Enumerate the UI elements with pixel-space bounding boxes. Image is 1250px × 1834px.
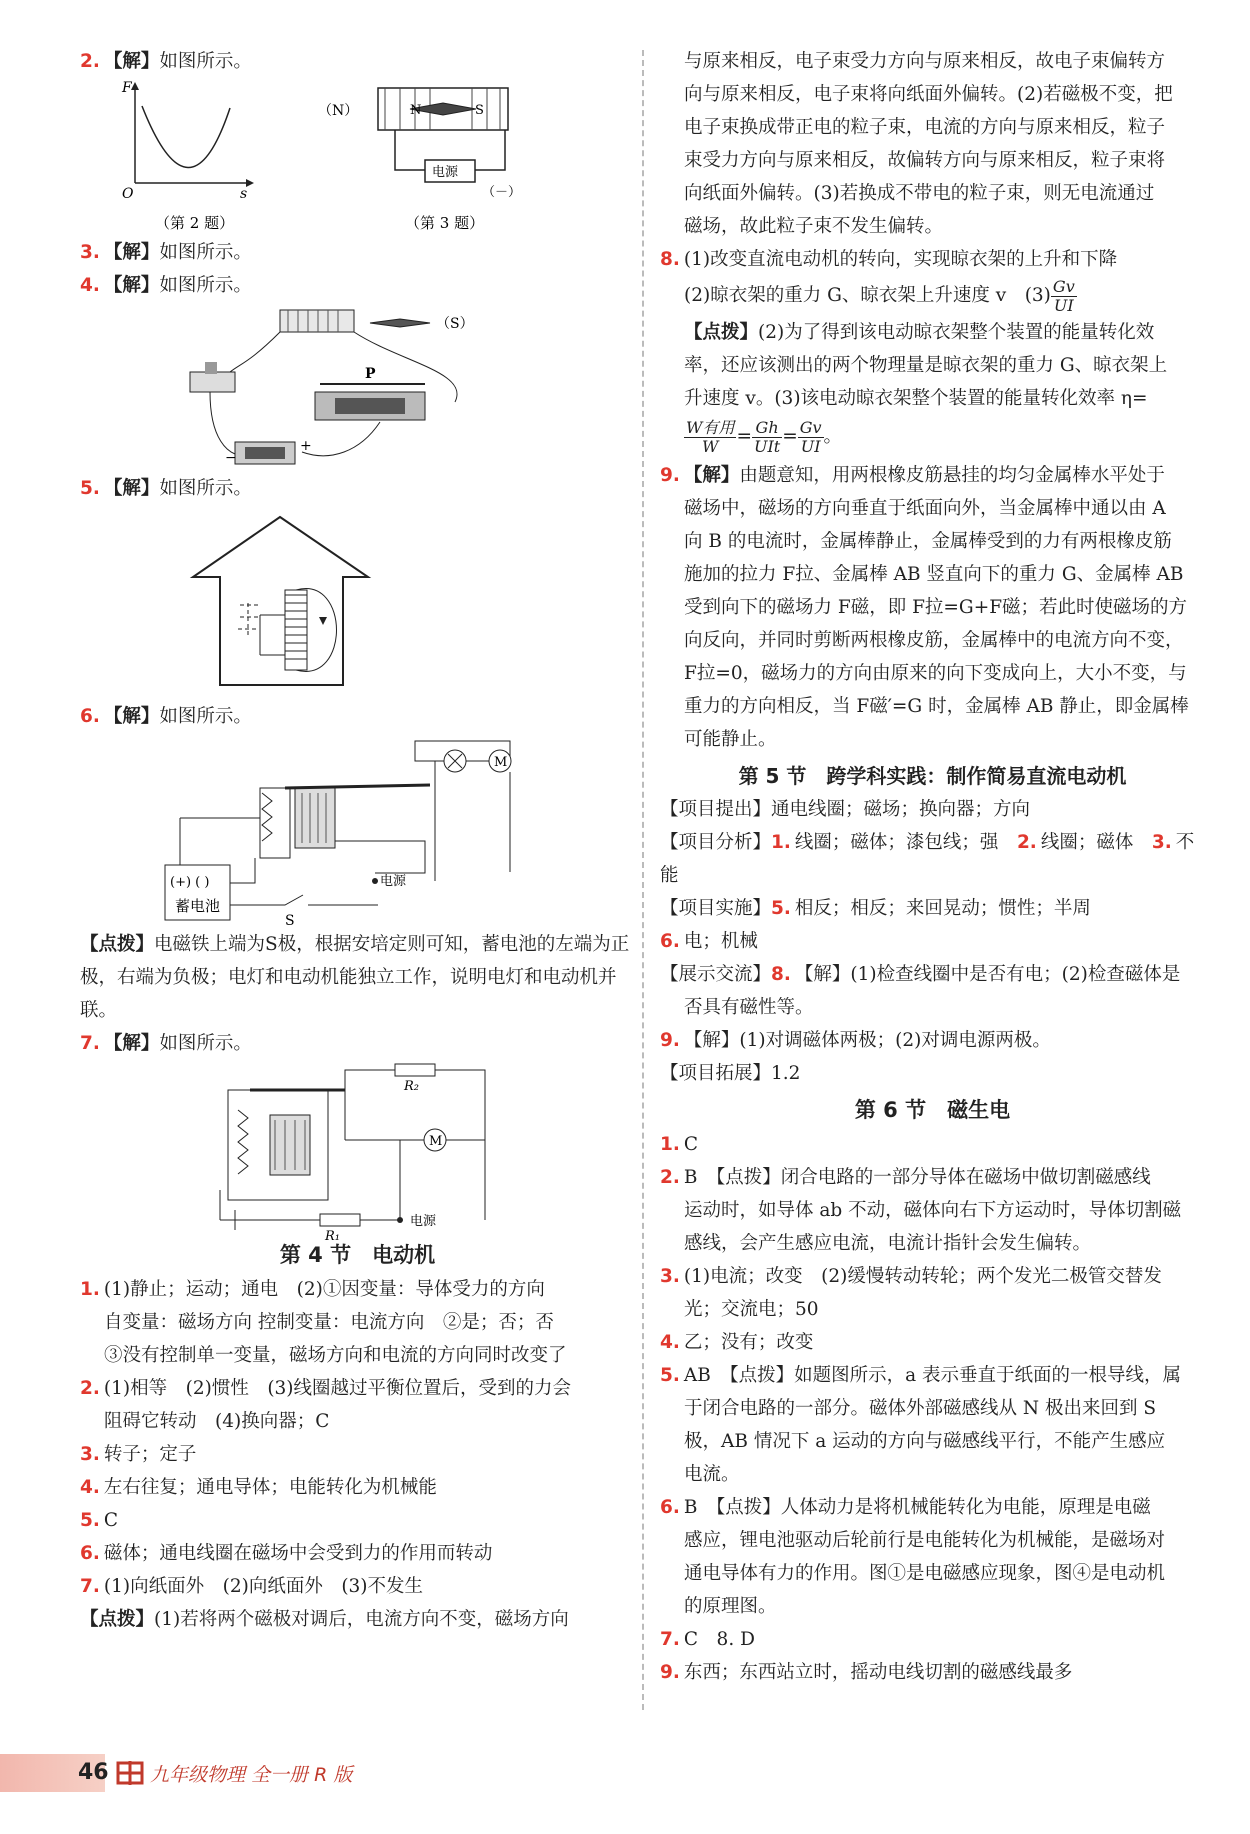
tip6-text: 【点拨】电磁铁上端为S极，根据安培定则可知，蓄电池的左端为正极，右端为负极；电灯和电动机能独立工作，说明电灯和电动机并联。 [80, 934, 630, 1021]
answer-text: 线圈；磁体；漆包线；强 [794, 832, 1017, 853]
answer-text: 向 B 的电流时，金属棒静止，金属棒受到的力有两根橡皮筋 [684, 531, 1172, 552]
answer-number: 6. [660, 1497, 680, 1518]
svg-text:电源: 电源 [410, 1214, 437, 1229]
answer-text: C [103, 1510, 119, 1531]
svg-text:−: − [225, 450, 237, 466]
figure-6 [80, 733, 635, 928]
answer-text: 可能静止。 [684, 729, 777, 750]
book-title: 九年级物理 全一册 R 版 [150, 1764, 353, 1786]
answer-text: 磁体；通电线圈在磁场中会受到力的作用而转动 [103, 1543, 493, 1564]
s5-line [660, 826, 1205, 892]
s6-answer-line [660, 1491, 1205, 1524]
answer-text: (1)向纸面外 (2)向纸面外 (3)不发生 [103, 1576, 424, 1597]
answer-text: 施加的拉力 F拉、金属棒 AB 竖直向下的重力 G、金属棒 AB [684, 564, 1184, 585]
answer-text: 受到向下的磁场力 F磁，即 F拉=G+F磁；若此时使磁场的方 [684, 597, 1188, 618]
tip-tag: 【点拨】 [684, 322, 759, 343]
s5-line [660, 1057, 1205, 1090]
s6-answer-line [660, 1425, 1205, 1458]
answer-text: 左右往复；通电导体；电能转化为机械能 [103, 1477, 437, 1498]
answer-number: 2. [660, 1167, 680, 1188]
svg-text:电源: 电源 [432, 165, 459, 180]
q9-line [660, 558, 1205, 591]
answer-text: B 【点拨】人体动力是将机械能转化为电能，原理是电磁 [683, 1497, 1151, 1518]
s6-answer-line [660, 1260, 1205, 1293]
s6-answer-line [660, 1557, 1205, 1590]
answer-text: (1)静止；运动；通电 (2)①因变量：导体受力的方向 [103, 1279, 545, 1300]
answer-number: 5. [771, 898, 791, 919]
answer-text: 转子；定子 [103, 1444, 197, 1465]
section-6-answers [660, 1128, 1205, 1689]
svg-text:s: s [240, 186, 248, 202]
q5-line: 5. 【解】如图所示。 [80, 478, 252, 499]
answer-text: (1)相等 (2)惯性 (3)线圈越过平衡位置后，受到的力会 [103, 1378, 572, 1399]
answer-text: 自变量：磁场方向 控制变量：电流方向 ②是；否；否 [104, 1312, 554, 1333]
answer-number: 3. [1151, 832, 1172, 853]
bracket-label: 【展示交流】 [660, 964, 772, 985]
section-5-title: 第 5 节 跨学科实践：制作简易直流电动机 [738, 764, 1127, 788]
answer-text: 相反；相反；来回晃动；惯性；半周 [794, 898, 1091, 919]
answer-number: 6. [660, 931, 680, 952]
answer-text: (1)电流；改变 (2)缓慢转动转轮；两个发光二极管交替发 [683, 1266, 1162, 1287]
s5-line [660, 892, 1205, 925]
answer-text: 感应，锂电池驱动后轮前行是电能转化为机械能，是磁场对 [684, 1530, 1166, 1551]
answer-number: 3. [80, 1444, 100, 1465]
answer-number: 2. [80, 1378, 100, 1399]
svg-text:R₁: R₁ [325, 1229, 340, 1244]
bracket-label: 【项目提出】 [660, 799, 772, 820]
answer-text: 的原理图。 [684, 1596, 777, 1617]
efficiency-formula: $\frac{\text{W有用}}{W}$ = $\frac{Gh}{\text{UIt}}$ = $\frac{Gv}{UI}$ 。 [686, 417, 843, 456]
s6-answer-line [660, 1392, 1205, 1425]
answer-text: 【解】(1)对调磁体两极；(2)对调电源两极。 [683, 1030, 1051, 1051]
s5-line [660, 1024, 1205, 1057]
continued-answer [660, 45, 1205, 243]
svg-text:R₂: R₂ [404, 1079, 419, 1094]
svg-text:F: F [122, 80, 132, 96]
bracket-label: 【项目分析】 [660, 832, 772, 853]
answer-text: C 8. D [683, 1629, 755, 1650]
answer-tag: 【解】 [683, 465, 740, 486]
answer-text: 光；交流电；50 [684, 1299, 819, 1320]
answer-number: 4. [80, 1477, 100, 1498]
fraction-gv-ui: $\frac{Gv}{UI}$ [1052, 276, 1075, 315]
section-4-answers [80, 1273, 635, 1603]
answer-text: 否具有磁性等。 [684, 997, 814, 1018]
svg-text:（N）: （N） [318, 103, 359, 119]
q9-line [660, 459, 1205, 492]
section-5-answers [660, 793, 1205, 1090]
s6-answer-line [660, 1359, 1205, 1392]
answer-number: 9. [660, 465, 680, 486]
q8-line2: (2)晾衣架的重力 G、晾衣架上升速度 v (3) $\frac{Gv}{UI}$ [684, 276, 1075, 315]
page-number: 46 [78, 1760, 109, 1785]
svg-text:(+) ( ): (+) ( ) [170, 875, 210, 890]
s4-answer-line [80, 1339, 635, 1372]
tip7-text: 【点拨】(1)若将两个磁极对调后，电流方向不变，磁场方向 [80, 1609, 569, 1630]
answer-number: 3. [660, 1266, 680, 1287]
answer-text: 运动时，如导体 ab 不动，磁体向右下方运动时，导体切割磁 [684, 1200, 1182, 1221]
svg-text:M: M [429, 1134, 443, 1149]
answer-number: 4. [660, 1332, 680, 1353]
figure-5 [80, 505, 635, 700]
q9-line [660, 690, 1205, 723]
s6-answer-line [660, 1227, 1205, 1260]
tip8-line [660, 349, 1205, 382]
svg-text:（－）: （－） [482, 185, 522, 200]
q9-line [660, 624, 1205, 657]
answer-text: 东西；东西站立时，摇动电线切割的磁感线最多 [683, 1662, 1073, 1683]
svg-text:S: S [475, 103, 484, 118]
s6-answer-line [660, 1623, 1205, 1656]
page-footer [0, 1754, 700, 1794]
s4-answer-line [80, 1438, 635, 1471]
answer-text: 电；机械 [683, 931, 758, 952]
figure-4 [80, 302, 635, 472]
q7-line: 7. 【解】如图所示。 [80, 1033, 252, 1054]
q4-circuit [80, 302, 530, 472]
continued-line: 向与原来相反，电子束将向纸面外偏转。(2)若磁极不变，把 [684, 84, 1173, 105]
answer-text: 通电导体有力的作用。图①是电磁感应现象，图④是电动机 [684, 1563, 1166, 1584]
answer-text: 向反向，并同时剪断两根橡皮筋，金属棒中的电流方向不变， [684, 630, 1184, 651]
svg-text:P: P [365, 366, 376, 382]
svg-text:（第 2 题）: （第 2 题） [155, 214, 235, 232]
s4-answer-line [80, 1273, 635, 1306]
s6-answer-line [660, 1293, 1205, 1326]
answer-text: C [683, 1134, 699, 1155]
answer-number: 5. [660, 1365, 680, 1386]
q2-line: 2. 【解】如图所示。 [80, 51, 252, 72]
continued-line: 与原来相反，电子束受力方向与原来相反，故电子束偏转方 [684, 51, 1166, 72]
s4-answer-line [80, 1471, 635, 1504]
q9-answer [660, 459, 1205, 756]
q6-line: 6. 【解】如图所示。 [80, 706, 252, 727]
answer-number: 5. [80, 1510, 100, 1531]
answer-text: 于闭合电路的一部分。磁体外部磁感线从 N 极出来回到 S [684, 1398, 1157, 1419]
s5-line [660, 991, 1205, 1024]
answer-text: AB 【点拨】如题图所示，a 表示垂直于纸面的一根导线，属 [683, 1365, 1182, 1386]
s4-answer-line [80, 1537, 635, 1570]
s5-line [660, 925, 1205, 958]
right-column [660, 45, 1205, 1689]
answer-number: 8. [771, 964, 791, 985]
svg-text:电源: 电源 [380, 874, 407, 889]
q9-line [660, 492, 1205, 525]
answer-text: 极，AB 情况下 a 运动的方向与磁感线平行，不能产生感应 [684, 1431, 1166, 1452]
answer-number: 1. [80, 1279, 100, 1300]
s6-answer-line [660, 1524, 1205, 1557]
book-logo-icon [115, 1759, 145, 1787]
answer-text: 1.2 [771, 1063, 801, 1084]
q7-circuit [80, 1060, 540, 1244]
tip-text: 率，还应该测出的两个物理量是晾衣架的重力 G、晾衣架上 [684, 355, 1168, 376]
svg-text:N: N [410, 103, 422, 118]
q9-line [660, 591, 1205, 624]
answer-text: 阻碍它转动 (4)换向器；C [104, 1411, 330, 1432]
s4-answer-line [80, 1405, 635, 1438]
answer-number: 2. [1016, 832, 1037, 853]
figure-7 [80, 1060, 635, 1244]
q8-line1: 8. (1)改变直流电动机的转向，实现晾衣架的上升和下降 [660, 249, 1118, 270]
q9-line [660, 657, 1205, 690]
q9-line [660, 723, 1205, 756]
svg-text:+: + [300, 438, 312, 454]
continued-line: 向纸面外偏转。(3)若换成不带电的粒子束，则无电流通过 [684, 183, 1155, 204]
q9-line [660, 525, 1205, 558]
s6-answer-line [660, 1458, 1205, 1491]
q3-line: 3. 【解】如图所示。 [80, 242, 252, 263]
answer-number: 6. [80, 1543, 100, 1564]
answer-number: 1. [660, 1134, 680, 1155]
section-6-title: 第 6 节 磁生电 [854, 1098, 1011, 1122]
s6-answer-line [660, 1128, 1205, 1161]
answer-number: 1. [771, 832, 791, 853]
answer-number: 9. [660, 1030, 680, 1051]
answer-number: 9. [660, 1662, 680, 1683]
section-4-title: 第 4 节 电动机 [279, 1243, 436, 1267]
answer-text: 由题意知，用两根橡皮筋悬挂的均匀金属棒水平处于 [739, 465, 1165, 486]
svg-text:（第 3 题）: （第 3 题） [405, 214, 485, 232]
answer-number: 7. [80, 1576, 100, 1597]
answer-text: ③没有控制单一变量，磁场方向和电流的方向同时改变了 [104, 1345, 567, 1366]
svg-text:S: S [285, 913, 295, 929]
s5-line [660, 958, 1205, 991]
tip8-line [660, 382, 1205, 415]
continued-line: 电子束换成带正电的粒子束，电流的方向与原来相反，粒子 [684, 117, 1166, 138]
figures-2-3 [80, 78, 635, 236]
column-divider [642, 50, 644, 1710]
svg-text:蓄电池: 蓄电池 [175, 897, 221, 915]
bracket-label: 【项目拓展】 [660, 1063, 772, 1084]
answer-text: 线圈；磁体 [1040, 832, 1152, 853]
s6-answer-line [660, 1161, 1205, 1194]
s4-answer-line [80, 1504, 635, 1537]
continued-line: 束受力方向与原来相反，故偏转方向与原来相反，粒子束将 [684, 150, 1166, 171]
answer-text: F拉=0，磁场力的方向由原来的向下变成向上，大小不变，与 [684, 663, 1187, 684]
continued-line: 磁场，故此粒子束不发生偏转。 [684, 216, 944, 237]
q5-house-figure [80, 505, 530, 700]
s4-answer-line [80, 1372, 635, 1405]
svg-text:M: M [494, 755, 508, 770]
answer-text: 不能 [660, 832, 1195, 886]
answer-text: 乙；没有；改变 [683, 1332, 814, 1353]
answer-text: B 【点拨】闭合电路的一部分导体在磁场中做切割磁感线 [683, 1167, 1151, 1188]
answer-text: 重力的方向相反，当 F磁′=G 时，金属棒 AB 静止，即金属棒 [684, 696, 1189, 717]
s6-answer-line [660, 1656, 1205, 1689]
q6-circuit [80, 733, 540, 928]
tip-text: (2)为了得到该电动晾衣架整个装置的能量转化效 [758, 322, 1155, 343]
s4-answer-line [80, 1306, 635, 1339]
answer-text: 通电线圈；磁场；换向器；方向 [771, 799, 1031, 820]
tip8 [660, 316, 1205, 415]
answer-text: 【解】(1)检查线圈中是否有电；(2)检查磁体是 [794, 964, 1181, 985]
tip-text: 升速度 v。(3)该电动晾衣架整个装置的能量转化效率 η= [684, 388, 1148, 409]
s6-answer-line [660, 1194, 1205, 1227]
answer-text: 电流。 [684, 1464, 740, 1485]
left-column [80, 45, 635, 1636]
answer-number: 7. [660, 1629, 680, 1650]
s6-answer-line [660, 1590, 1205, 1623]
bracket-label: 【项目实施】 [660, 898, 772, 919]
s4-answer-line [80, 1570, 635, 1603]
svg-text:O: O [122, 186, 134, 202]
q2-q3-figures [80, 78, 530, 236]
s5-line [660, 793, 1205, 826]
tip8-line [660, 316, 1205, 349]
answer-text: 磁场中，磁场的方向垂直于纸面向外，当金属棒中通以由 A [684, 498, 1166, 519]
q4-line: 4. 【解】如图所示。 [80, 275, 252, 296]
svg-text:（S）: （S） [436, 316, 474, 332]
s6-answer-line [660, 1326, 1205, 1359]
answer-text: 感线，会产生感应电流，电流计指针会发生偏转。 [684, 1233, 1092, 1254]
